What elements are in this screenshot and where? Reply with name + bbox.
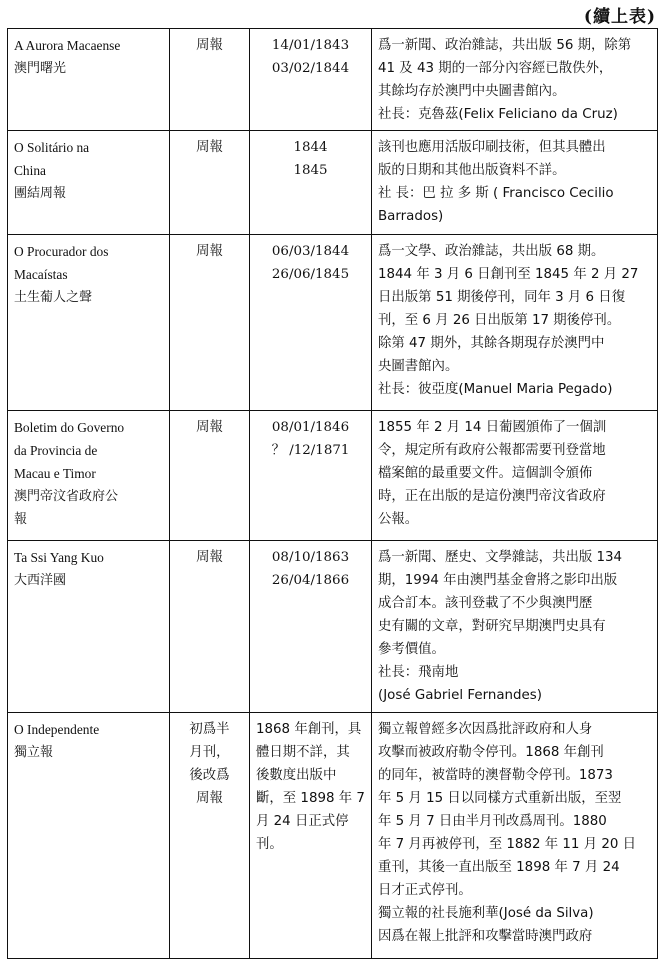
notes-line: 獨立報的社長施利華(José da Silva)	[378, 906, 594, 921]
notes-line: 刊，至 6 月 26 日出版第 17 期後停刊。	[378, 313, 621, 328]
notes-line: 檔案館的最重要文件。這個訓令頒佈	[378, 466, 593, 481]
date-cell	[250, 29, 372, 131]
date-line: 後數度出版中	[256, 768, 337, 783]
type-line: 周報	[196, 420, 223, 435]
type-cell	[170, 713, 250, 959]
date-line: 14/01/1843	[271, 38, 350, 53]
notes-line: 41 及 43 期的一部分內容經已散佚外，	[378, 61, 613, 76]
notes-line: 社長：飛南地	[378, 665, 459, 680]
notes-line: 期，1994 年由澳門基金會將之影印出版	[378, 573, 618, 588]
date-line: 體日期不詳，其	[256, 745, 350, 760]
notes-line: 社 長：巴 拉 多 斯 ( Francisco Cecilio	[378, 186, 614, 201]
notes-line: 獨立報曾經多次因爲批評政府和人身	[378, 722, 593, 737]
title-line: 獨立報	[14, 745, 54, 760]
notes-cell	[372, 713, 658, 959]
title-cell	[8, 29, 170, 131]
notes-line: 版的日期和其他出版資料不詳。	[378, 163, 566, 178]
notes-line: 因爲在報上批評和攻擊當時澳門政府	[378, 929, 593, 944]
notes-line: 除第 47 期外，其餘各期現存於澳門中	[378, 336, 605, 351]
notes-line: 社長：克魯茲(Felix Feliciano da Cruz)	[378, 107, 618, 122]
type-line: 初爲半	[189, 722, 230, 737]
type-cell	[170, 541, 250, 713]
notes-line: 時，正在出版的是這份澳門帝汶省政府	[378, 489, 606, 504]
periodicals-table	[7, 28, 658, 959]
type-line: 周報	[196, 244, 223, 259]
title-cell	[8, 713, 170, 959]
continued-label: (續上表)	[583, 7, 656, 27]
title-line: China	[14, 163, 46, 178]
notes-line: 其餘均存於澳門中央圖書館內。	[378, 84, 566, 99]
title-line: Macaístas	[14, 267, 68, 282]
title-cell	[8, 131, 170, 235]
notes-line: (José Gabriel Fernandes)	[378, 688, 542, 703]
table-row	[8, 235, 658, 411]
type-cell	[170, 235, 250, 411]
date-line: 26/06/1845	[271, 267, 350, 282]
table-row	[8, 411, 658, 541]
notes-cell	[372, 235, 658, 411]
date-line: 08/10/1863	[271, 550, 350, 565]
title-line: 大西洋國	[14, 573, 67, 588]
table-row	[8, 29, 658, 131]
date-line: ？ /12/1871	[271, 443, 350, 458]
date-line: 26/04/1866	[271, 573, 350, 588]
title-cell	[8, 541, 170, 713]
notes-line: 日出版第 51 期後停刊，同年 3 月 6 日復	[378, 290, 626, 305]
notes-line: 成合訂本。該刊登載了不少與澳門歷	[378, 596, 593, 611]
title-line: 土生葡人之聲	[14, 290, 93, 305]
notes-line: 重刊，其後一直出版至 1898 年 7 月 24	[378, 860, 620, 875]
title-line: O Independente	[14, 722, 100, 737]
title-line: Boletim do Governo	[14, 420, 125, 435]
notes-line: 參考價值。	[378, 642, 445, 657]
notes-line: 爲一新聞、歷史、文學雜誌，共出版 134	[378, 550, 623, 565]
date-cell	[250, 235, 372, 411]
table-row	[8, 541, 658, 713]
title-line: A Aurora Macaense	[14, 38, 121, 53]
type-line: 周報	[196, 38, 223, 53]
title-line: Ta Ssi Yang Kuo	[14, 550, 104, 565]
title-cell	[8, 411, 170, 541]
notes-cell	[372, 541, 658, 713]
type-line: 周報	[196, 550, 223, 565]
notes-cell	[372, 411, 658, 541]
notes-line: 史有關的文章，對研究早期澳門史具有	[378, 619, 606, 634]
table-row	[8, 713, 658, 959]
notes-line: 年 7 月再被停刊，至 1882 年 11 月 20 日	[378, 837, 637, 852]
title-line: 澳門曙光	[14, 61, 67, 76]
notes-line: 年 5 月 7 日由半月刊改爲周刊。1880	[378, 814, 607, 829]
notes-line: 爲一文學、政治雜誌，共出版 68 期。	[378, 244, 605, 259]
type-line: 月刊，	[189, 745, 230, 760]
date-line: 刊。	[256, 837, 283, 852]
title-cell	[8, 235, 170, 411]
date-line: 月 24 日正式停	[256, 814, 349, 829]
notes-line: 公報。	[378, 512, 419, 527]
notes-line: 央圖書館內。	[378, 359, 459, 374]
notes-cell	[372, 29, 658, 131]
notes-line: 該刊也應用活版印刷技術，但其具體出	[378, 140, 606, 155]
notes-line: 令，規定所有政府公報都需要刊登當地	[378, 443, 606, 458]
notes-line: 年 5 月 15 日以同樣方式重新出版，至翌	[378, 791, 622, 806]
date-line: 斷，至 1898 年 7	[256, 791, 365, 806]
date-cell	[250, 131, 372, 235]
table-row	[8, 131, 658, 235]
notes-line: 1855 年 2 月 14 日葡國頒佈了一個訓	[378, 420, 607, 435]
date-cell	[250, 713, 372, 959]
notes-line: Barrados)	[378, 209, 444, 224]
date-cell	[250, 411, 372, 541]
date-line: 06/03/1844	[271, 244, 350, 259]
type-cell	[170, 411, 250, 541]
type-cell	[170, 29, 250, 131]
type-cell	[170, 131, 250, 235]
notes-line: 1844 年 3 月 6 日創刊至 1845 年 2 月 27	[378, 267, 639, 282]
notes-cell	[372, 131, 658, 235]
date-line: 08/01/1846	[271, 420, 350, 435]
notes-line: 爲一新聞、政治雜誌，共出版 56 期，除第	[378, 38, 632, 53]
title-line: O Procurador dos	[14, 244, 109, 259]
date-line: 03/02/1844	[271, 61, 350, 76]
title-line: 澳門帝汶省政府公	[14, 489, 119, 504]
date-line: 1844	[293, 140, 328, 155]
notes-line: 日才正式停刊。	[378, 883, 472, 898]
date-line: 1868 年創刊，具	[256, 722, 362, 737]
title-line: O Solitário na	[14, 140, 90, 155]
notes-line: 的同年，被當時的澳督勒令停刊。1873	[378, 768, 613, 783]
type-line: 周報	[196, 791, 223, 806]
date-line: 1845	[293, 163, 328, 178]
notes-line: 攻擊而被政府勒令停刊。1868 年創刊	[378, 745, 604, 760]
title-line: da Provincia de	[14, 443, 98, 458]
date-cell	[250, 541, 372, 713]
title-line: 團結周報	[14, 186, 67, 201]
type-line: 後改爲	[189, 768, 230, 783]
notes-line: 社長：彼亞度(Manuel Maria Pegado)	[378, 382, 613, 397]
title-line: Macau e Timor	[14, 466, 96, 481]
type-line: 周報	[196, 140, 223, 155]
title-line: 報	[14, 512, 28, 527]
